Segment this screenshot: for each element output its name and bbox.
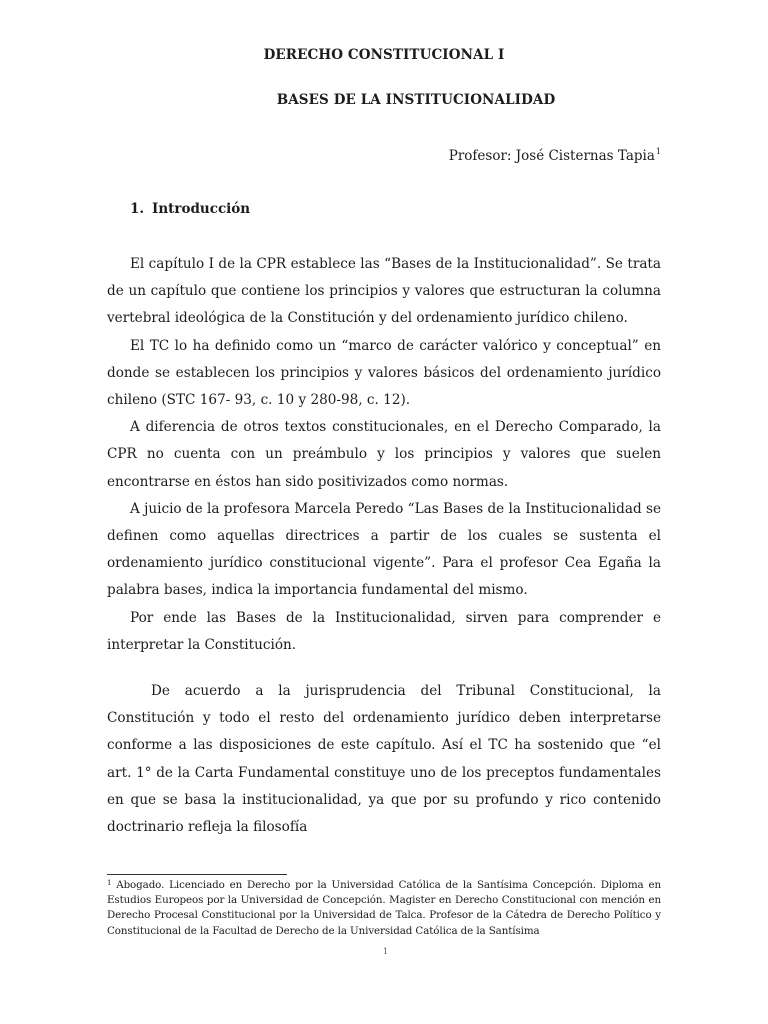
author-line	[449, 147, 661, 164]
paragraph: Por ende las Bases de la Institucionalidad, sirven para comprender e interpretar la Constitución.	[107, 609, 661, 653]
footnote-mark: 1	[107, 879, 112, 887]
introduction-body	[107, 251, 661, 659]
author-name: Profesor: José Cisternas Tapia	[448, 148, 655, 164]
footnote-text: Abogado. Licenciado en Derecho por la Universidad Católica de la Santísima Concepción. Diploma en Estudios Europeos por la Universidad de Concepción. Magister en Derecho Constitucional con mención en Derecho Procesal Constitucional por la Universidad de Talca. Profesor de la Cátedra de Derecho Político y Constitucional de la Facultad de Derecho de la Universidad Católica de la Santísima	[107, 879, 661, 937]
section-title: BASES DE LA INSTITUCIONALIDAD	[276, 92, 556, 108]
paragraph: El TC lo ha definido como un “marco de carácter valórico y conceptual” en donde se establecen los principios y valores básicos del ordenamiento jurídico chileno (STC 167- 93, c. 10 y 280-98, c. 12).	[107, 337, 661, 409]
paragraph: De acuerdo a la jurisprudencia del Tribunal Constitucional, la Constitución y todo el resto del ordenamiento jurídico deben interpretarse conforme a las disposiciones de este capítulo. Así el TC ha sostenido que “el art. 1° de la Carta Fundamental constituye uno de los preceptos fundamentales en que se basa la institucionalidad, ya que por su profundo y rico contenido doctrinario refleja la filosofía	[107, 683, 661, 836]
heading-text: Introducción	[152, 201, 251, 217]
course-title: DERECHO CONSTITUCIONAL I	[263, 47, 505, 63]
paragraph: El capítulo I de la CPR establece las “Bases de la Institucionalidad”. Se trata de un capítulo que contiene los principios y valores que estructuran la columna vertebral ideológica de la Constitución y del ordenamiento jurídico chileno.	[107, 256, 661, 327]
paragraph: A diferencia de otros textos constitucionales, en el Derecho Comparado, la CPR no cuenta con un preámbulo y los principios y valores que suelen encontrarse en éstos han sido positivizados como normas.	[107, 419, 661, 490]
paragraph: A juicio de la profesora Marcela Peredo “Las Bases de la Institucionalidad se definen como aquellas directrices a partir de los cuales se sustenta el ordenamiento jurídico constitucional vigente”. Para el profesor Cea Egaña la palabra bases, indica la importancia fundamental del mismo.	[107, 500, 661, 599]
footnote-separator	[107, 874, 287, 875]
heading-number: 1.	[130, 201, 145, 217]
author-footnote-mark: 1	[655, 147, 661, 156]
footnote	[107, 876, 661, 939]
jurisprudence-body	[107, 678, 661, 841]
page-number: 1	[383, 947, 389, 956]
section-heading	[130, 201, 250, 217]
